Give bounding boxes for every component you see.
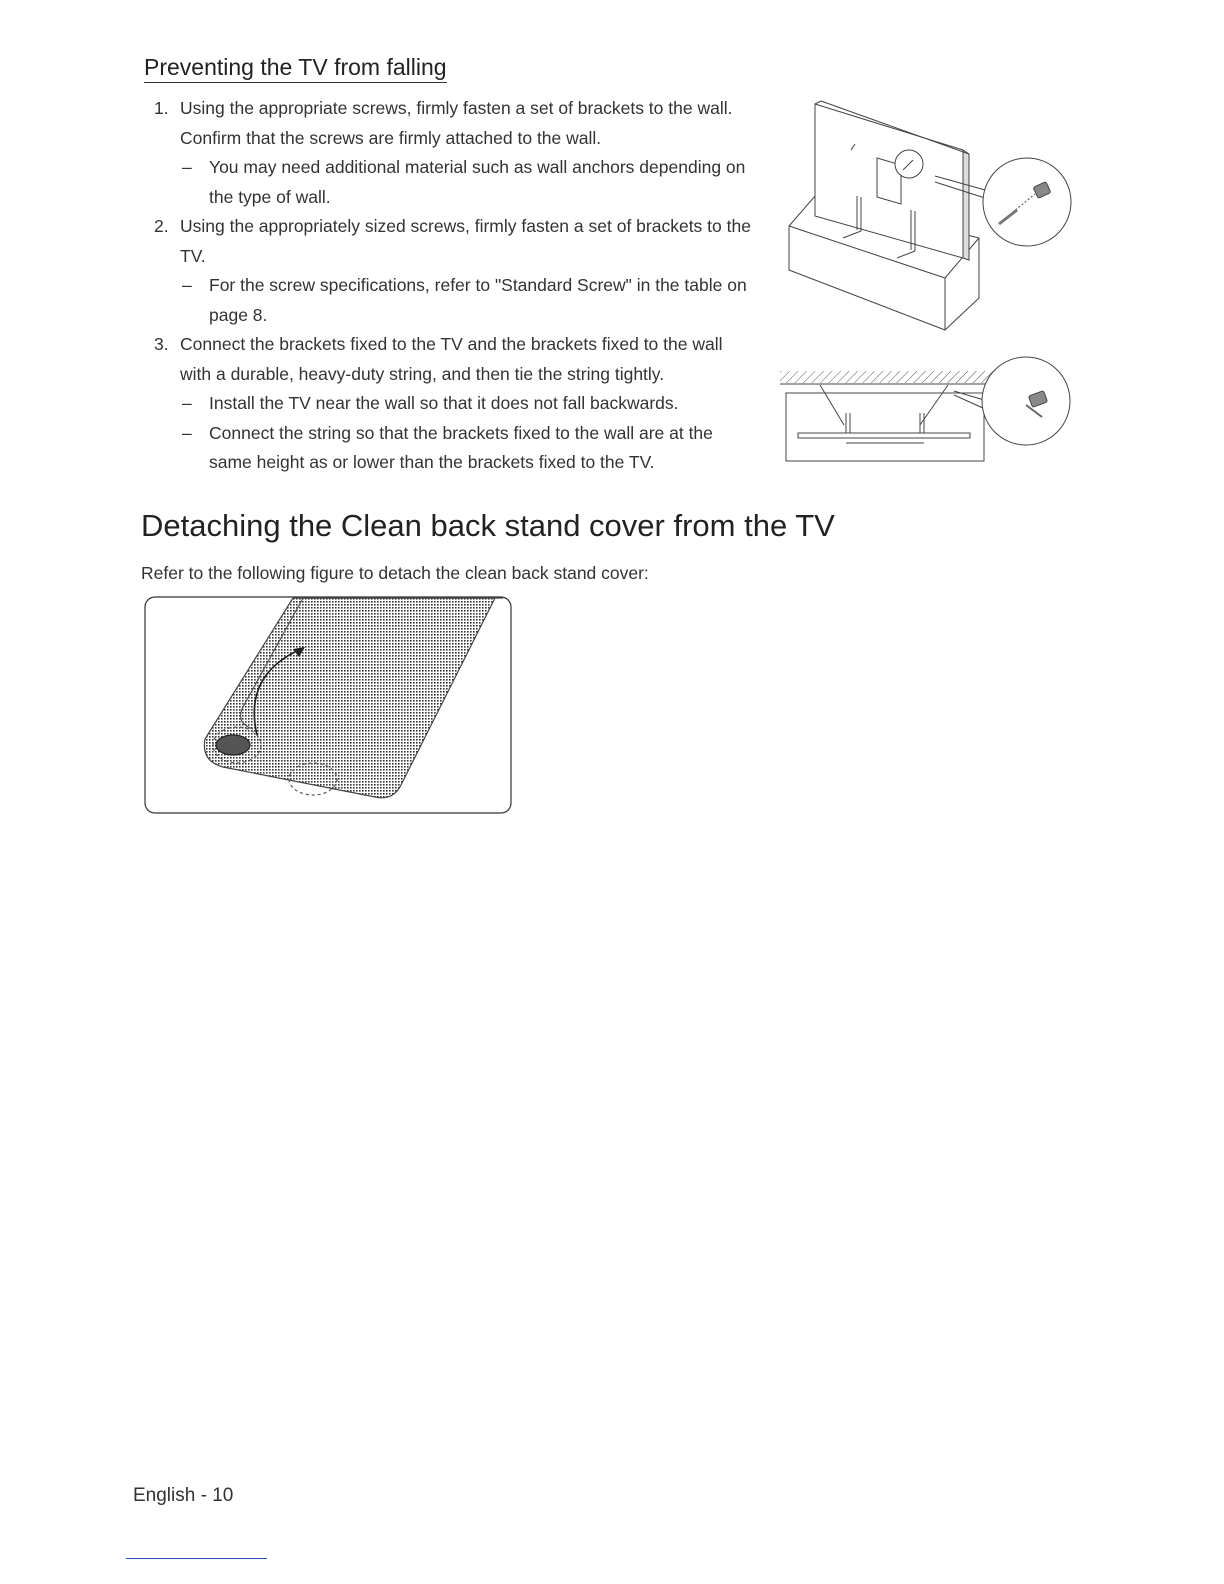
note-text-line: the type of wall. — [209, 186, 331, 207]
step-number: 3. — [154, 334, 169, 354]
note-text-line: same height as or lower than the brackets fixed to the TV. — [209, 452, 655, 472]
note-dash: – — [182, 393, 192, 413]
note-text-line: You may need additional material such as wall anchors depending on — [209, 157, 746, 177]
step-number: 1. — [154, 98, 169, 118]
step-text-line: Connect the brackets fixed to the TV and the brackets fixed to the wall — [180, 334, 723, 354]
footer-rule — [126, 1558, 267, 1559]
step-note — [154, 153, 769, 212]
section-intro-text: Refer to the following figure to detach the clean back stand cover: — [141, 563, 649, 583]
step-text-line: TV. — [180, 245, 206, 266]
note-text-line: page 8. — [209, 304, 268, 325]
step-text-line: Using the appropriate screws, firmly fasten a set of brackets to the wall. — [180, 98, 733, 118]
note-dash: – — [182, 275, 192, 295]
step-text-line: Using the appropriately sized screws, firmly fasten a set of brackets to the — [180, 216, 751, 236]
step-text-line: with a durable, heavy-duty string, and then tie the string tightly. — [180, 363, 665, 384]
step-note — [154, 419, 769, 478]
step-note — [154, 389, 769, 419]
step-2 — [154, 212, 769, 330]
tv-top-view-illustration — [780, 355, 1075, 470]
step-text-line: Confirm that the screws are firmly attached to the wall. — [180, 127, 602, 148]
note-text-line: Install the TV near the wall so that it does not fall backwards. — [209, 393, 679, 413]
section-title-detaching-cover: Detaching the Clean back stand cover from the TV — [141, 508, 835, 543]
note-text-line: Connect the string so that the brackets fixed to the wall are at the — [209, 422, 713, 443]
step-1 — [154, 94, 769, 212]
note-dash: – — [182, 157, 192, 177]
steps-list — [154, 94, 769, 478]
note-dash: – — [182, 422, 192, 443]
step-note — [154, 271, 769, 330]
page-footer-label: English - 10 — [133, 1485, 234, 1506]
tv-wall-bracket-illustration — [785, 98, 1075, 333]
section-title-preventing-falling: Preventing the TV from falling — [144, 54, 447, 83]
step-number: 2. — [154, 216, 169, 236]
step-3 — [154, 330, 769, 478]
note-text-line: For the screw specifications, refer to "Standard Screw" in the table on — [209, 275, 747, 295]
stand-cover-detach-illustration — [143, 595, 515, 817]
